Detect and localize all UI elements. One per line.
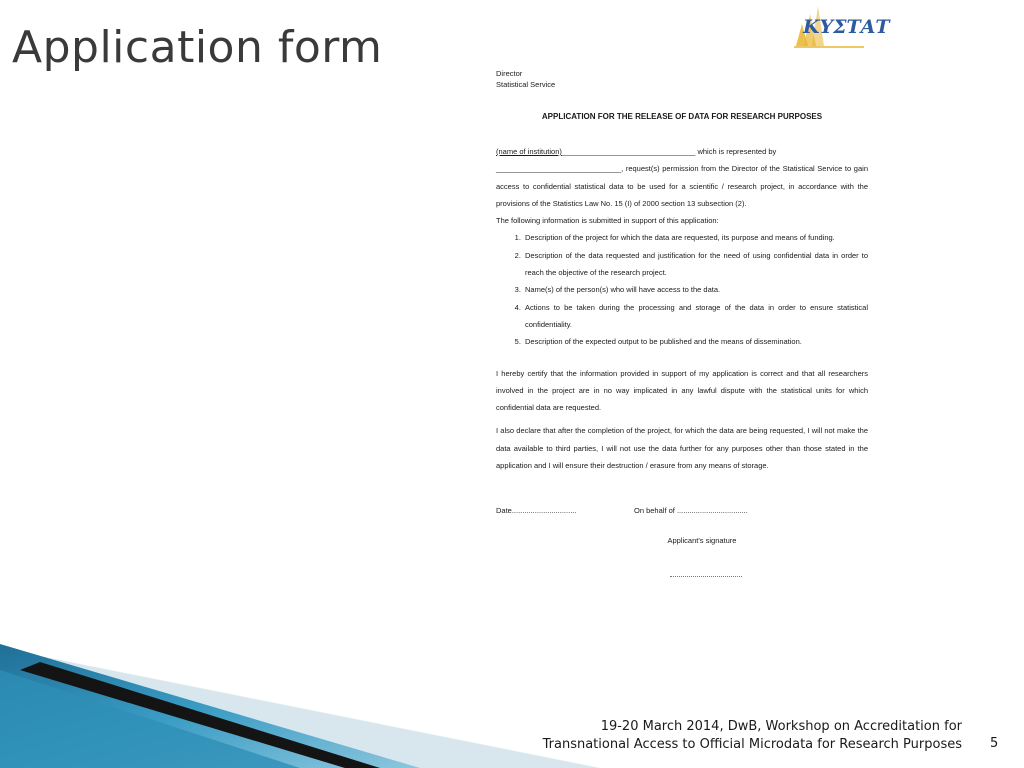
- addressee-line: Director: [496, 69, 523, 78]
- requirements-list: [496, 229, 868, 350]
- request-paragraph: [496, 160, 868, 212]
- footer-text: [543, 718, 962, 754]
- list-item: 1. Description of the project for which the data are requested, its purpose and means of funding.: [523, 229, 868, 246]
- behalf-field: On behalf of ..................................: [634, 506, 748, 516]
- application-document: [496, 68, 868, 580]
- addressee-line: Statistical Service: [496, 80, 556, 89]
- list-item: 2. Description of the data requested and justification for the need of using confidential data in order to reach the objective of the research project.: [523, 247, 868, 282]
- footer-line: Transnational Access to Official Microdata for Research Purposes: [542, 737, 962, 752]
- list-item: 4. Actions to be taken during the processing and storage of the data in order to ensure statistical confidentiality.: [523, 299, 868, 334]
- list-intro: The following information is submitted in support of this application:: [496, 216, 719, 226]
- signature-row: [496, 506, 868, 520]
- date-field: Date...............................: [496, 506, 577, 516]
- document-heading: APPLICATION FOR THE RELEASE OF DATA FOR RESEARCH PURPOSES: [541, 112, 823, 121]
- slide-number: 5: [990, 736, 999, 751]
- signature-line: [670, 576, 742, 577]
- institution-field: (name of institution): [496, 147, 562, 156]
- which-is-text: which is represented by: [697, 147, 777, 156]
- institution-blank: ________________________________: [561, 147, 696, 156]
- list-item: 3. Name(s) of the person(s) who will have access to the data.: [523, 281, 868, 298]
- footer-line: 19-20 March 2014, DwB, Workshop on Accreditation for: [600, 719, 962, 734]
- list-item: 5. Description of the expected output to be published and the means of dissemination.: [523, 333, 868, 350]
- signature-label: Applicant's signature: [667, 536, 737, 546]
- request-text: , request(s) permission from the Director of the Statistical Service to gain access to confidential statistical data to be used for a scientific / research project, in accordance with the provisions of the Statistics Law No. 15 (I) of 2000 section 13 subsection (2).: [496, 164, 868, 208]
- representative-blank: ______________________________: [496, 164, 622, 174]
- declare-paragraph: I also declare that after the completion of the project, for which the data are being requested, I will not make the data available to third parties, I will not use the data further for any purposes other than those stated in the application and I will ensure their destruction / erasure from any means of storage.: [496, 426, 868, 471]
- certify-paragraph: I hereby certify that the information provided in support of my application is correct and that all researchers involved in the project are in no way implicated in any lawful dispute with the statistical units for which confidential data are requested.: [496, 368, 868, 413]
- institution-paragraph: [496, 143, 868, 160]
- logo-text: ΚΥΣΤΑΤ: [803, 16, 890, 38]
- slide-title: Application form: [12, 22, 383, 73]
